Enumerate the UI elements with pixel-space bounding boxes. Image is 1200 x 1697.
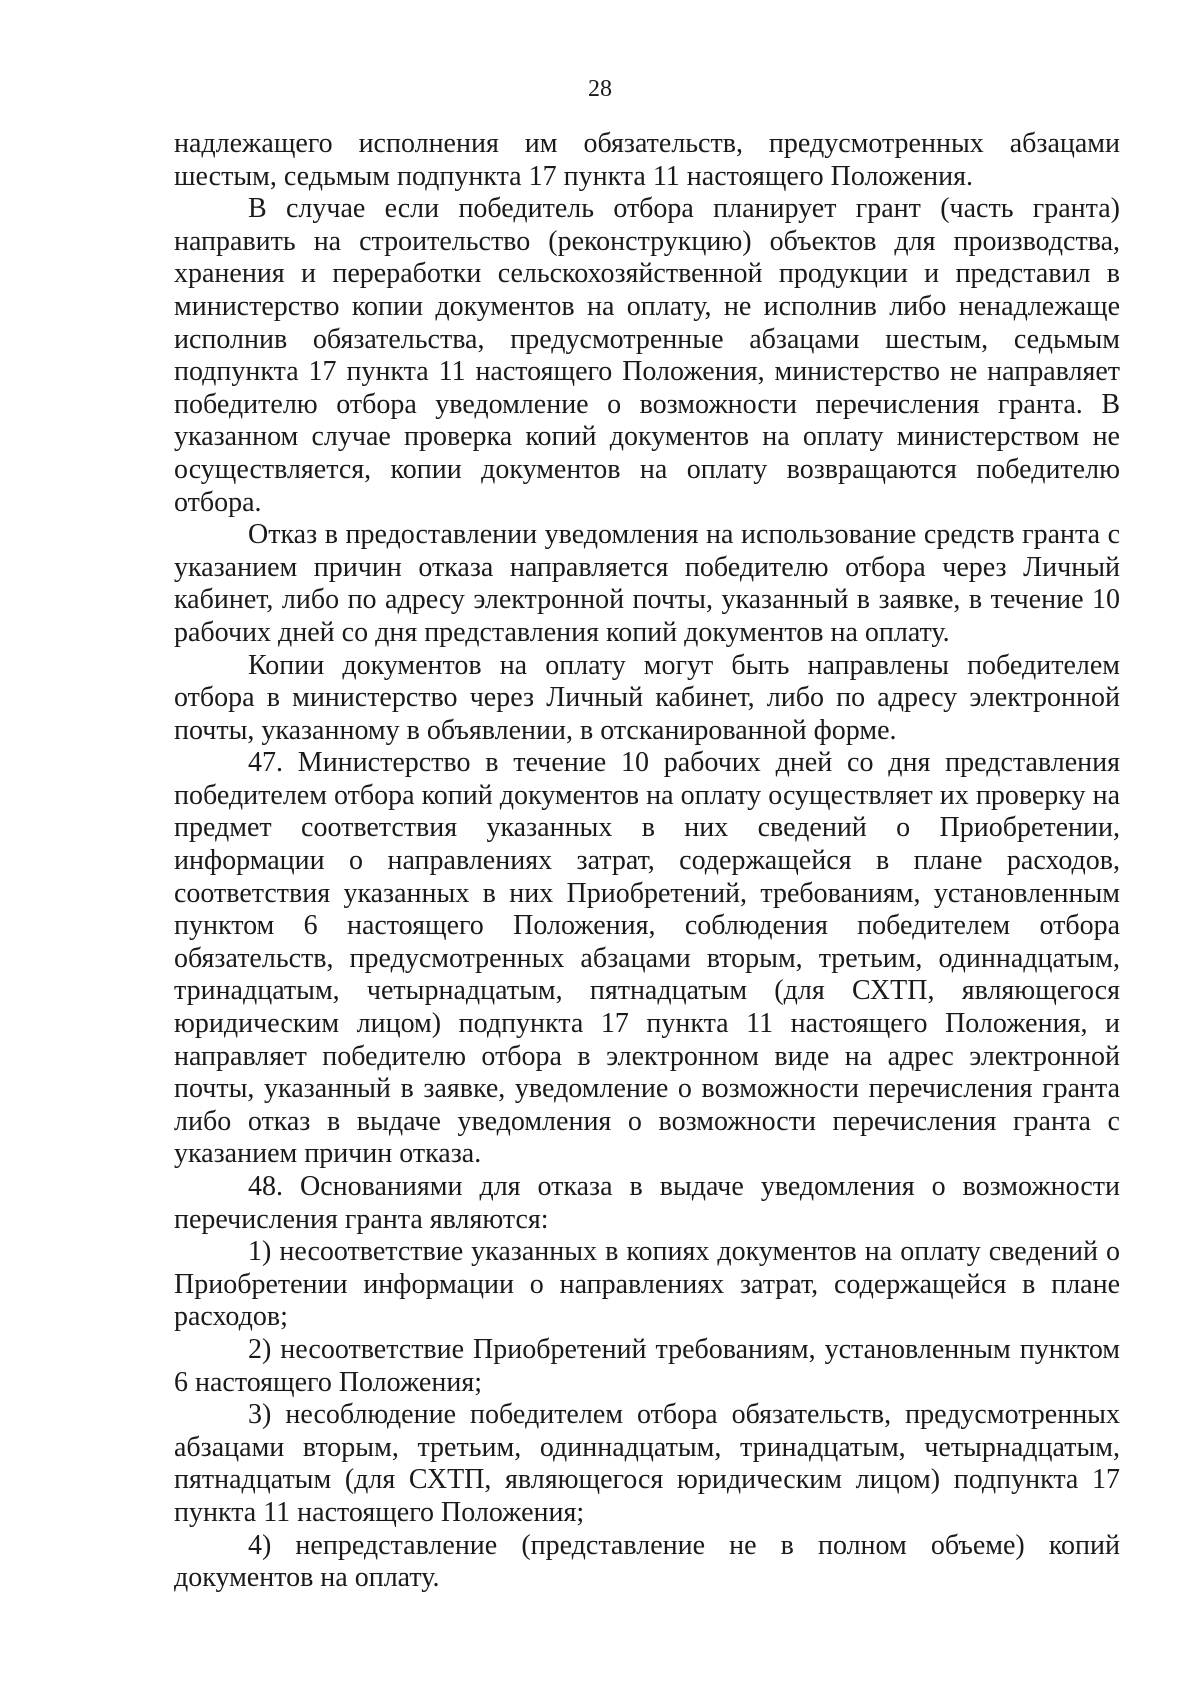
paragraph-clause-48: 48. Основаниями для отказа в выдаче уведомления о возможности перечисления гранта являются:	[174, 1171, 1120, 1235]
paragraph-refusal-notice: Отказ в предоставлении уведомления на использование средств гранта с указанием причин отказа направляется победителю отбора через Личный кабинет, либо по адресу электронной почты, указанный в заявке, в течение 10 рабочих дней со дня представления копий документов на оплату.	[174, 519, 1120, 648]
page-number: 28	[588, 76, 612, 102]
paragraph-continuation: надлежащего исполнения им обязательств, предусмотренных абзацами шестым, седьмым подпункта 17 пункта 11 настоящего Положения.	[174, 128, 1120, 192]
list-item-3: 3) несоблюдение победителем отбора обязательств, предусмотренных абзацами вторым, третьим, одиннадцатым, тринадцатым, четырнадцатым, пятнадцатым (для СХТП, являющегося юридическим лицом) подпункта 17 пункта 11 настоящего Положения;	[174, 1399, 1120, 1528]
paragraph-clause-47: 47. Министерство в течение 10 рабочих дней со дня представления победителем отбора копий документов на оплату осуществляет их проверку на предмет соответствия указанных в них сведений о Приобретении, информации о направлениях затрат, содержащейся в плане расходов, соответствия указанных в них Приобретений, требованиям, установленным пунктом 6 настоящего Положения, соблюдения победителем отбора обязательств, предусмотренных абзацами вторым, третьим, одиннадцатым, тринадцатым, четырнадцатым, пятнадцатым (для СХТП, являющегося юридическим лицом) подпункта 17 пункта 11 настоящего Положения, и направляет победителю отбора в электронном виде на адрес электронной почты, указанный в заявке, уведомление о возможности перечисления гранта либо отказ в выдаче уведомления о возможности перечисления гранта с указанием причин отказа.	[174, 747, 1120, 1170]
list-item-2: 2) несоответствие Приобретений требованиям, установленным пунктом 6 настоящего Положения;	[174, 1333, 1120, 1398]
list-item-4: 4) непредставление (представление не в полном объеме) копий документов на оплату.	[174, 1529, 1120, 1594]
document-body	[174, 128, 1120, 1595]
paragraph-construction-case: В случае если победитель отбора планирует грант (часть гранта) направить на строительство (реконструкцию) объектов для производства, хранения и переработки сельскохозяйственной продукции и представил в министерство копии документов на оплату, не исполнив либо ненадлежаще исполнив обязательства, предусмотренные абзацами шестым, седьмым подпункта 17 пункта 11 настоящего Положения, министерство не направляет победителю отбора уведомление о возможности перечисления гранта. В указанном случае проверка копий документов на оплату министерством не осуществляется, копии документов на оплату возвращаются победителю отбора.	[174, 193, 1120, 518]
paragraph-document-submission: Копии документов на оплату могут быть направлены победителем отбора в министерство через Личный кабинет, либо по адресу электронной почты, указанному в объявлении, в отсканированной форме.	[174, 649, 1120, 746]
list-item-1: 1) несоответствие указанных в копиях документов на оплату сведений о Приобретении информации о направлениях затрат, содержащейся в плане расходов;	[174, 1236, 1120, 1333]
